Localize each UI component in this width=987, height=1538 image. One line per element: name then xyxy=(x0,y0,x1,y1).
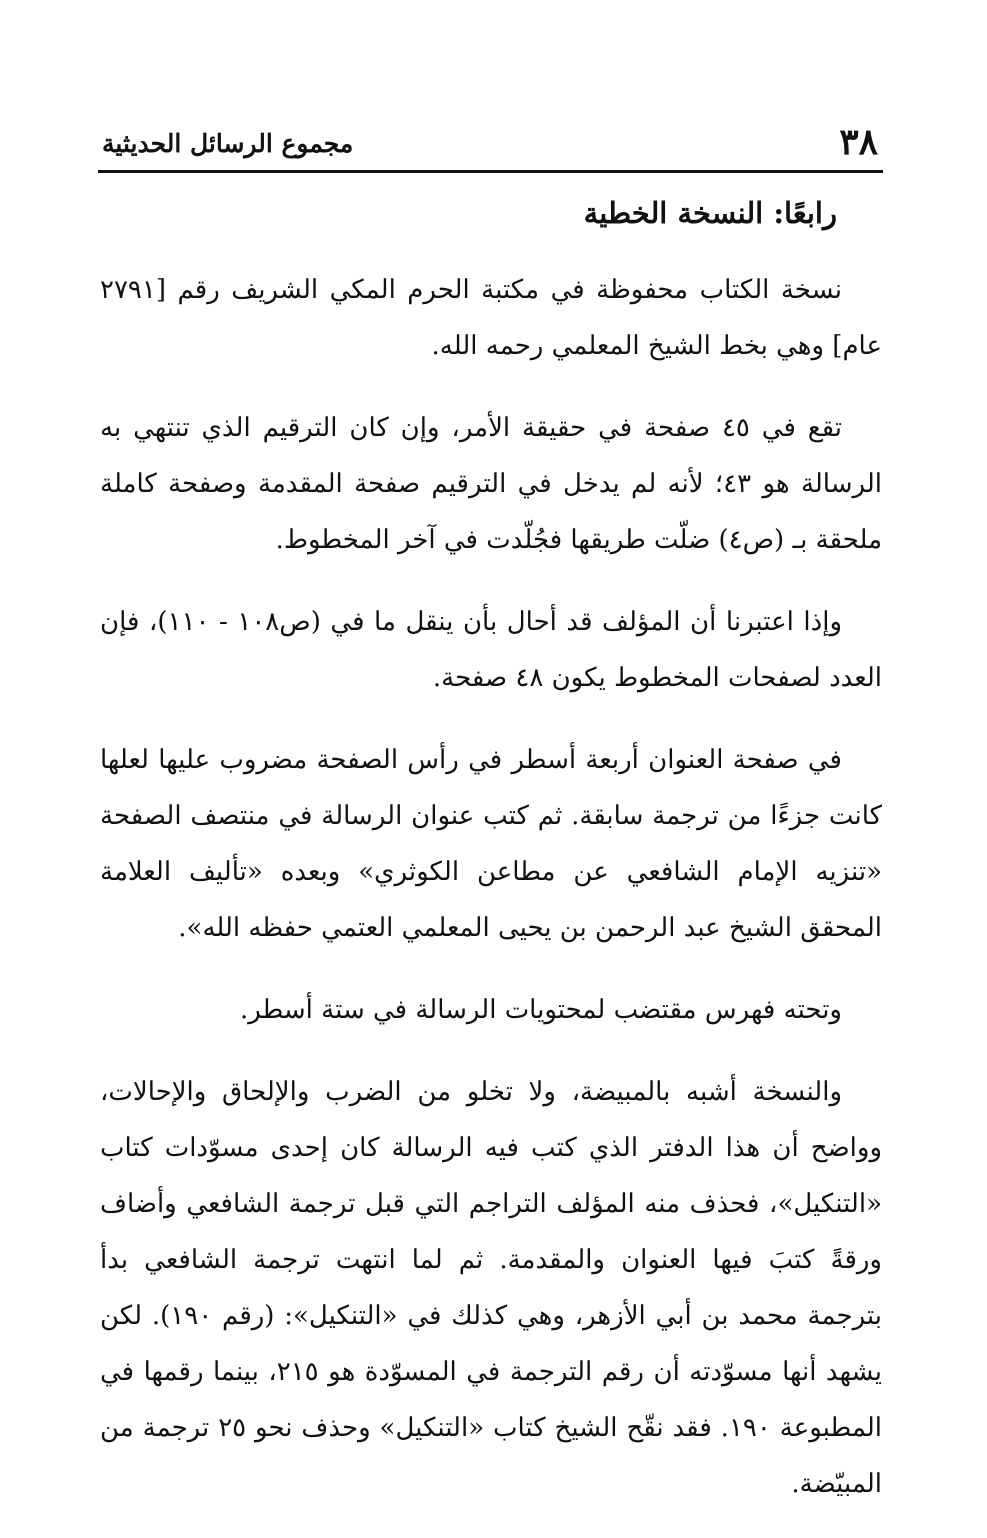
running-head: مجموع الرسائل الحديثية xyxy=(102,129,354,158)
page-number: ٣٨ xyxy=(839,121,878,163)
paragraph-1: نسخة الكتاب محفوظة في مكتبة الحرم المكي الشريف رقم [٢٧٩١ عام] وهي بخط الشيخ المعلمي رحمه الله. xyxy=(100,275,882,361)
page-header xyxy=(98,118,880,166)
paragraph-5: وتحته فهرس مقتضب لمحتويات الرسالة في ستة أسطر. xyxy=(239,995,842,1025)
paragraph-4: في صفحة العنوان أربعة أسطر في رأس الصفحة مضروب عليها لعلها كانت جزءًا من ترجمة سابقة. ثم كتب عنوان الرسالة في منتصف الصفحة «تنزيه الإمام الشافعي عن مطاعن الكوثري» وبعده «تأليف العلامة المحقق الشيخ عبد الرحمن بن يحيى المعلمي العتمي حفظه الله». xyxy=(100,745,882,943)
paragraph-2: تقع في ٤٥ صفحة في حقيقة الأمر، وإن كان الترقيم الذي تنتهي به الرسالة هو ٤٣؛ لأنه لم يدخل في الترقيم صفحة المقدمة وصفحة كاملة ملحقة بـ (ص٤) ضلّت طريقها فجُلّدت في آخر المخطوط. xyxy=(100,413,882,555)
section-heading: رابعًا: النسخة الخطية xyxy=(583,196,837,230)
body-text xyxy=(100,262,882,1538)
paragraph-3: وإذا اعتبرنا أن المؤلف قد أحال بأن ينقل ما في (ص١٠٨ - ١١٠)، فإن العدد لصفحات المخطوط يكون ٤٨ صفحة. xyxy=(100,607,882,693)
paragraph-6: والنسخة أشبه بالمبيضة، ولا تخلو من الضرب والإلحاق والإحالات، وواضح أن هذا الدفتر الذي كتب فيه الرسالة كان إحدى مسوّدات كتاب «التنكيل»، فحذف منه المؤلف التراجم التي قبل ترجمة الشافعي وأضاف ورقةً كتبَ فيها العنوان والمقدمة. ثم لما انتهت ترجمة الشافعي بدأ بترجمة محمد بن أبي الأزهر، وهي كذلك في «التنكيل»: (رقم ١٩٠). لكن يشهد أنها مسوّدته أن رقم الترجمة في المسوّدة هو ٢١٥، بينما رقمها في المطبوعة ١٩٠. فقد نقّح الشيخ كتاب «التنكيل» وحذف نحو ٢٥ ترجمة من المبيّضة. xyxy=(100,1077,883,1499)
header-rule xyxy=(98,170,883,173)
